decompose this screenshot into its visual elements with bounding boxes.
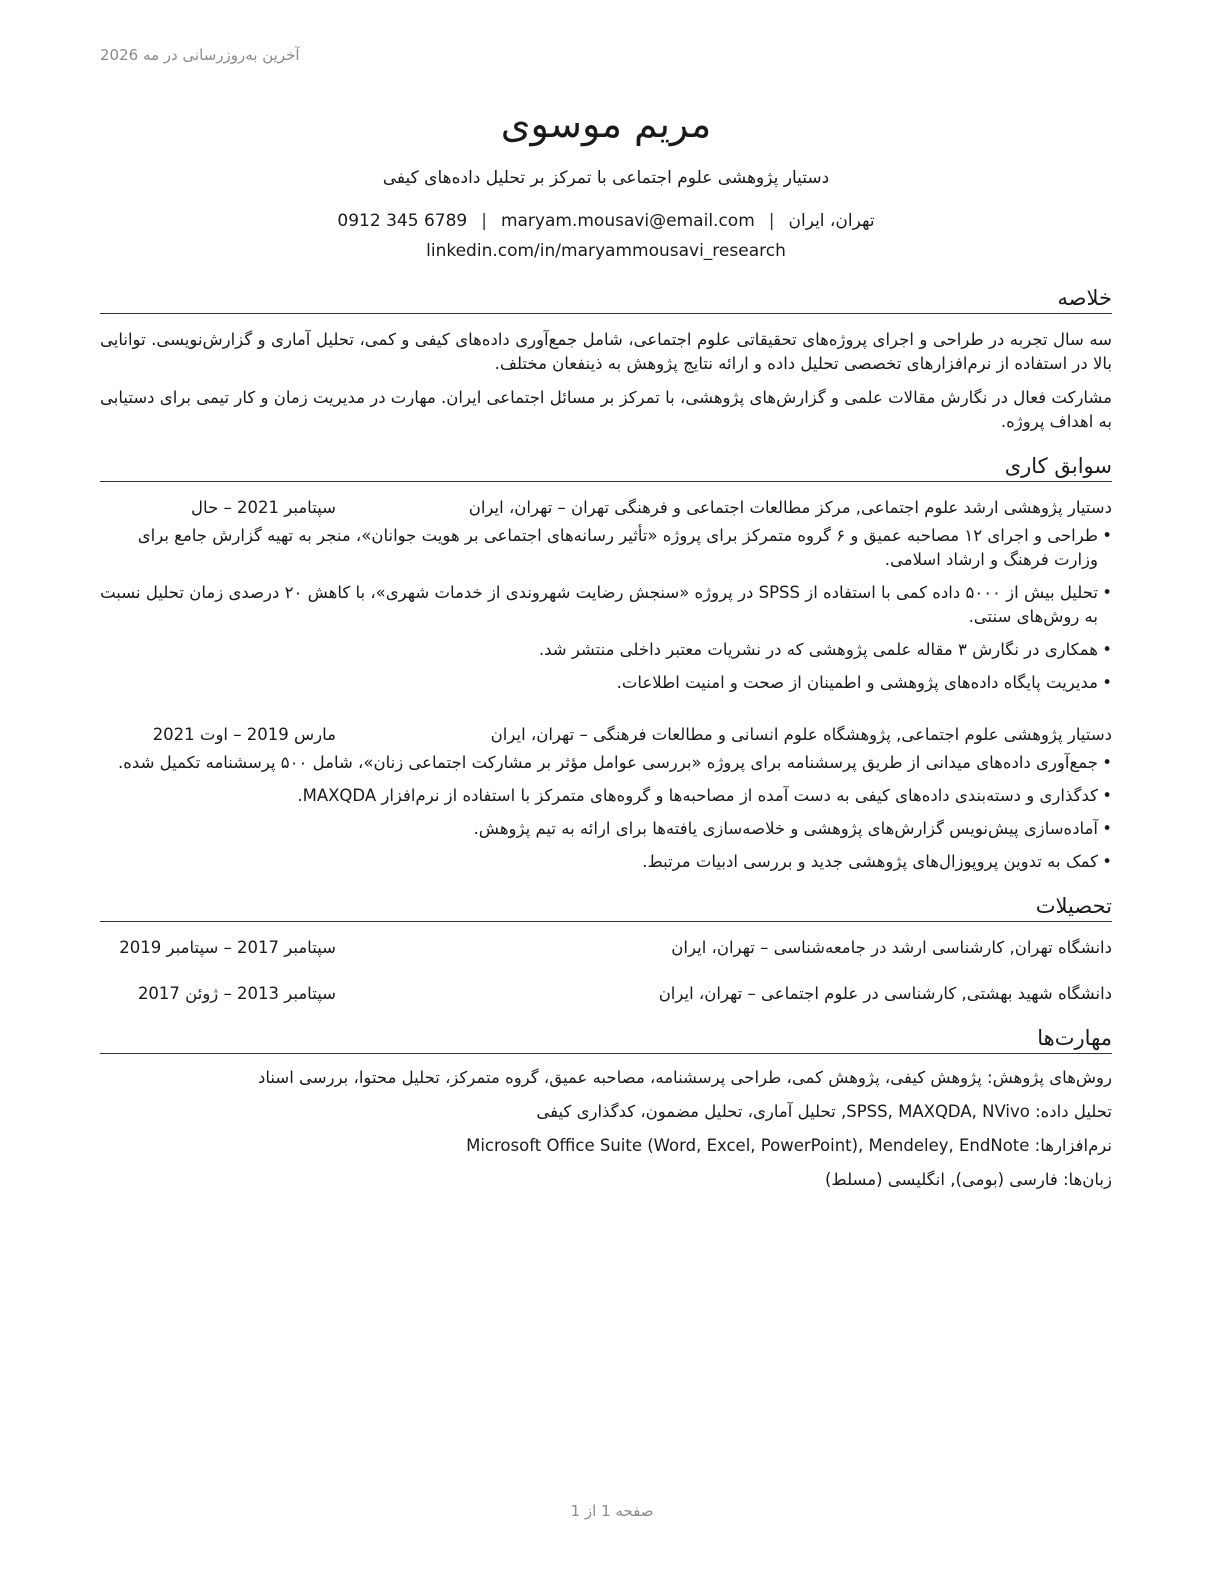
education-dates: سپتامبر 2017 – سپتامبر 2019 xyxy=(119,938,336,957)
separator: | xyxy=(768,211,775,231)
experience-title: سوابق کاری xyxy=(100,452,1112,482)
summary-section xyxy=(100,284,1112,434)
list-item: • جمع‌آوری داده‌های میدانی از طریق پرسشنامه برای پروژه «بررسی عوامل مؤثر بر مشارکت اجتماعی زنان»، شامل ۵۰۰ پرسشنامه تکمیل شده. xyxy=(100,751,1112,775)
job-bullets xyxy=(100,524,1112,695)
skills-line: نرم‌افزارها: Microsoft Office Suite (Word, Excel, PowerPoint), Mendeley, EndNote xyxy=(466,1136,1112,1155)
contact-line-1 xyxy=(100,206,1112,236)
skills-line: روش‌های پژوهش: پژوهش کیفی، پژوهش کمی، طراحی پرسشنامه، مصاحبه عمیق، گروه متمرکز، تحلیل محتوا، بررسی اسناد xyxy=(258,1068,1112,1087)
list-item: • طراحی و اجرای ۱۲ مصاحبه عمیق و ۶ گروه متمرکز برای پروژه «تأثیر رسانه‌های اجتماعی بر هویت جوانان»، منجر به تهیه گزارش جامع برای وزارت فرهنگ و ارشاد اسلامی. xyxy=(100,524,1112,572)
experience-section xyxy=(100,452,1112,874)
job-bullets xyxy=(100,751,1112,874)
linkedin-link[interactable]: linkedin.com/in/maryammousavi_research xyxy=(426,241,786,261)
list-item: • کمک به تدوین پروپوزال‌های پژوهشی جدید و بررسی ادبیات مرتبط. xyxy=(100,850,1112,874)
summary-paragraph: مشارکت فعال در نگارش مقالات علمی و گزارش‌های پژوهشی، با تمرکز بر مسائل اجتماعی ایران. مهارت در مدیریت زمان و کار تیمی برای دستیابی به اهداف پروژه. xyxy=(100,388,1112,431)
job-dates: مارس 2019 – اوت 2021 xyxy=(152,725,336,744)
education-entry xyxy=(100,982,1112,1006)
list-item: • تحلیل بیش از ۵۰۰۰ داده کمی با استفاده از SPSS در پروژه «سنجش رضایت شهروندی از خدمات شهری»، با کاهش ۲۰ درصدی زمان تحلیل نسبت به روش‌های سنتی. xyxy=(100,581,1112,629)
job-header xyxy=(100,723,1112,747)
email-link[interactable]: maryam.mousavi@email.com xyxy=(500,211,755,231)
education-entry xyxy=(100,936,1112,960)
phone-number: 0912 345 6789 xyxy=(337,211,468,231)
summary-paragraph: سه سال تجربه در طراحی و اجرای پروژه‌های تحقیقاتی علوم اجتماعی، شامل جمع‌آوری داده‌های کیفی و کمی، تحلیل آماری و گزارش‌نویسی. توانایی بالا در استفاده از نرم‌افزارهای تخصصی تحلیل داده و ارائه نتایج پژوهش به ذینفعان مختلف. xyxy=(100,330,1112,373)
skills-section xyxy=(100,1024,1112,1192)
skills-line: تحلیل داده: SPSS, MAXQDA, NVivo, تحلیل آماری، تحلیل مضمون، کدگذاری کیفی xyxy=(536,1102,1112,1121)
job-entry xyxy=(100,723,1112,874)
job-entry xyxy=(100,496,1112,695)
job-header xyxy=(100,496,1112,520)
job-heading: دستیار پژوهشی ارشد علوم اجتماعی, مرکز مطالعات اجتماعی و فرهنگی تهران – تهران، ایران xyxy=(468,498,1112,517)
education-section xyxy=(100,892,1112,1006)
job-heading: دستیار پژوهشی علوم اجتماعی, پژوهشگاه علوم انسانی و مطالعات فرهنگی – تهران، ایران xyxy=(490,725,1112,744)
education-title: تحصیلات xyxy=(100,892,1112,922)
list-item: • آماده‌سازی پیش‌نویس گزارش‌های پژوهشی و خلاصه‌سازی یافته‌ها برای ارائه به تیم پژوهش. xyxy=(100,817,1112,841)
skills-title: مهارت‌ها xyxy=(100,1024,1112,1054)
location-text: تهران، ایران xyxy=(788,211,875,231)
job-dates: سپتامبر 2021 – حال xyxy=(191,498,336,517)
education-dates: سپتامبر 2013 – ژوئن 2017 xyxy=(137,984,336,1003)
resume-page xyxy=(100,96,1112,1192)
person-name: مریم موسوی xyxy=(500,102,712,146)
separator: | xyxy=(481,211,487,231)
contact-info xyxy=(100,206,1112,266)
tagline: دستیار پژوهشی علوم اجتماعی با تمرکز بر تحلیل داده‌های کیفی xyxy=(382,168,830,188)
education-heading: دانشگاه شهید بهشتی, کارشناسی در علوم اجتماعی – تهران، ایران xyxy=(658,984,1112,1003)
list-item: • همکاری در نگارش ۳ مقاله علمی پژوهشی که در نشریات معتبر داخلی منتشر شد. xyxy=(100,638,1112,662)
education-heading: دانشگاه تهران, کارشناسی ارشد در جامعه‌شناسی – تهران، ایران xyxy=(671,938,1112,957)
summary-title: خلاصه xyxy=(100,284,1112,314)
last-updated-note: آخرین به‌روزرسانی در مه 2026 xyxy=(100,46,300,64)
list-item: • مدیریت پایگاه داده‌های پژوهشی و اطمینان از صحت و امنیت اطلاعات. xyxy=(100,671,1112,695)
page-number: صفحه 1 از 1 xyxy=(570,1502,654,1520)
list-item: • کدگذاری و دسته‌بندی داده‌های کیفی به دست آمده از مصاحبه‌ها و گروه‌های متمرکز با استفاده از نرم‌افزار MAXQDA. xyxy=(100,784,1112,808)
skills-line: زبان‌ها: فارسی (بومی), انگلیسی (مسلط) xyxy=(824,1170,1112,1189)
